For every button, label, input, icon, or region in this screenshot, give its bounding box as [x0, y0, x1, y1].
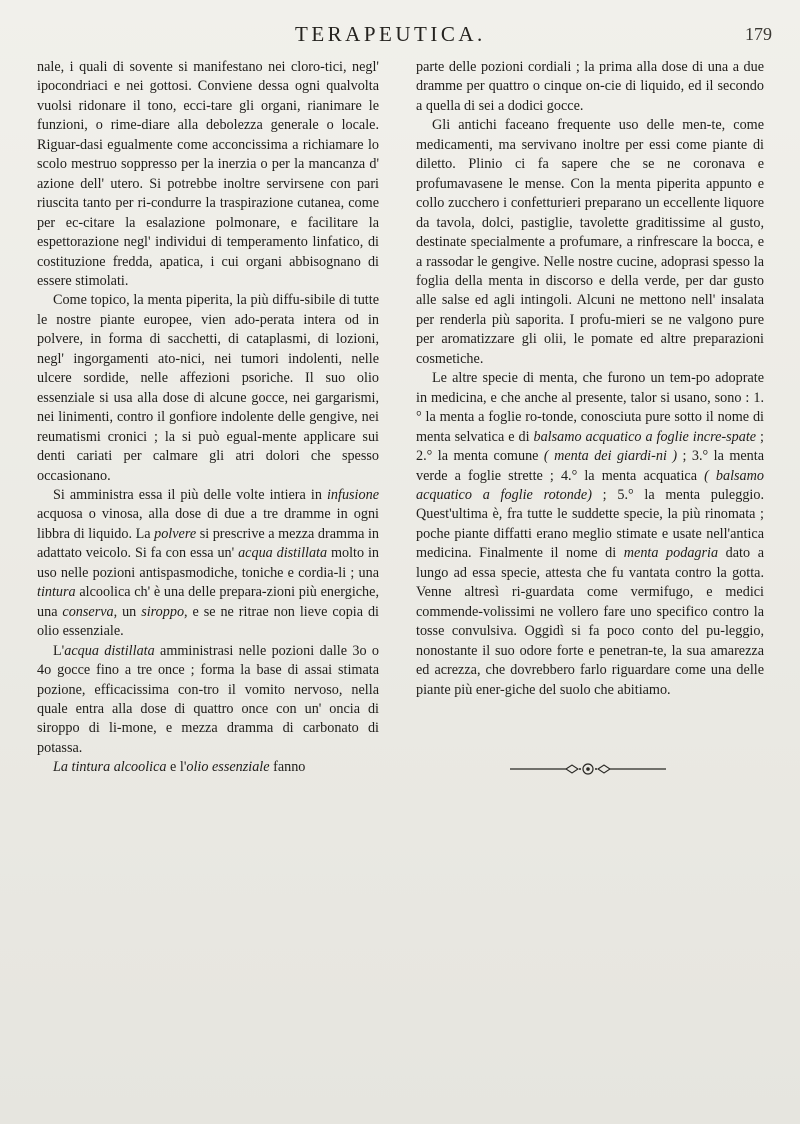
- text-run: acquosa o vinosa, alla dose di due a tre dramme in ogni libbra di liquido. La: [37, 506, 379, 542]
- running-head: [0, 22, 800, 52]
- paragraph: [37, 758, 379, 777]
- italic-term: acqua distillata: [238, 545, 328, 562]
- text-run: , e se ne ritrae non lieve copia di olio essenziale.: [37, 603, 379, 640]
- text-run: Si amministra essa il più delle volte intiera in: [53, 486, 327, 503]
- paragraph: parte delle pozioni cordiali ; la prima alla dose di una a due dramme per quattro o cinque on-cie di liquido, ed il secondo a quella di sei a dodici gocce.: [416, 59, 764, 114]
- text-run: ; 3.° la menta verde a foglie strette ; 4.° la menta acquatica: [416, 448, 764, 484]
- paragraph: Gli antichi faceano frequente uso delle men-te, come medicamenti, ma servivano inoltre per essi come piante di diletto. Plinio ci fa sapere che se ne coronava e profumavasene le mense. Con la menta piperita appunto e collo zucchero i confetturieri preparano un eccellente liquore da tavola, dolci, pastiglie, tavolette graditissime al gusto, destinate specialmente a profumare, a rinfrescare la bocca, e a rassodar le gengive. Nelle nostre cucine, adoprasi spesso la foglia della menta in discorso e della verde, per dar gusto alle salse ed agli intingoli. Alcuni ne mettono nell' insalata per renderla più saporita. I profu-mieri se ne valgono pure per aromatizzare gli olii, le pomate ed altre preparazioni cosmetiche.: [416, 117, 764, 367]
- text-run: , un: [113, 603, 142, 620]
- italic-term: ( menta dei giardi-ni ): [543, 448, 678, 465]
- paragraph: [416, 369, 764, 700]
- italic-term: olio essenziale: [186, 759, 270, 776]
- text-run: si prescrive a mezza dramma in adattato veicolo. Si fa con essa un': [37, 525, 380, 562]
- text-run: ; 5.° la menta puleggio. Quest'ultima è, fra tutte le suddette specie, la più rinomata ; poche piante diffatti erano meglio stimate e usate nell'antica medicina. Finalmente il nome di: [416, 486, 764, 562]
- text-run: alcoolica ch' è una delle prepara-zioni più energiche, una: [37, 584, 379, 620]
- paragraph: [37, 486, 379, 642]
- text-run: dato a lungo ad essa specie, attesta che fu vantata contro la gotta. Venne altresì ri-guardata come vermifugo, e medici commende-volissimi ne vollero fare uno specifico contro la tosse convulsiva. Oggidì si fa poco conto del pu-leggio, nonostante il suo odore forte e penetran-te, la sua amarezza ed acrezza, che dovrebbero farlo riguardare come una delle piante più ener-giche del suolo che abitiamo.: [416, 545, 764, 698]
- italic-term: balsamo acquatico a foglie incre-spate: [533, 428, 757, 445]
- text-run: e l': [166, 759, 187, 776]
- italic-term: infusione: [326, 486, 379, 503]
- italic-term: La tintura alcoolica: [53, 759, 167, 776]
- text-run: fanno: [269, 759, 306, 776]
- italic-term: conserva: [62, 603, 114, 620]
- italic-term: tintura: [37, 584, 76, 601]
- text-run: amministrasi nelle pozioni dalle 3o o 4o gocce fino a tre once ; forma la base di assai stimata pozione, efficacissima con-tro il vomito nervoso, nella quale entra alla dose di quattro once con un' oncia di siroppo di li-mone, e mezza dramma di carbonato di potassa.: [37, 642, 379, 756]
- paragraph: [37, 642, 379, 759]
- text-run: Le altre specie di menta, che furono un tem-po adoprate in medicina, e che anche al presente, talor si usano, sono : 1.° la menta a foglie ro-tonde, conosciuta pure sotto il nome di menta selvatica e di: [416, 370, 764, 445]
- italic-term: ( balsamo acquatico a foglie rotonde): [416, 467, 764, 503]
- page-number: 179: [745, 24, 772, 44]
- paragraph: nale, i quali di sovente si manifestano nei cloro-tici, negl' ipocondriaci e nei gottosi. Conviene dessa ogni qualvolta vuolsi ridonare il tono, ecci-tare gli organi, rianimare le funzioni, o rime-diare alla debolezza generale o locale. Riguar-dasi egualmente come acconcissima a richiamare lo scolo mestruo soppresso per la inerzia o per la mancanza d' azione dell' utero. Si potrebbe inoltre servirsene con pari riuscita tanto per ri-condurre la traspirazione cutanea, come per ec-citare la esalazione polmonare, e facilitare la espettorazione negl' individui di temperamento linfatico, di costituzione fredda, apatica, i cui organi abbisognano di essere stimolati.: [37, 59, 379, 289]
- italic-term: menta podagria: [623, 545, 719, 562]
- text-run: L': [53, 642, 65, 659]
- right-column: [416, 58, 764, 700]
- italic-term: polvere: [154, 525, 197, 542]
- text-run: ; 2.° la menta comune: [416, 428, 764, 465]
- text-run: molto in uso nelle pozioni antispasmodiche, toniche e cordia-li ; una: [37, 545, 379, 581]
- running-title: TERAPEUTICA.: [295, 22, 486, 46]
- paragraph: Come topico, la menta piperita, la più diffu-sibile di tutte le nostre piante europee, vien ado-perata intera od in polvere, in forma di sacchetti, di cataplasmi, di lozioni, negl' ingorgamenti ato-nici, nei tumori indolenti, nelle ulcere sordide, nelle affezioni psoriche. Il suo olio essenziale si usa alla dose di alcune gocce, nei gargarismi, nei linimenti, contro il gonfiore indolente delle gengive, nei reumatismi cronici ; la si può egual-mente applicare sui denti cariati per calmare gli atri dolori che spesso occasionano.: [37, 292, 379, 484]
- left-column: [37, 58, 379, 778]
- italic-term: acqua distillata: [64, 642, 155, 659]
- italic-term: siroppo: [141, 603, 185, 620]
- decorative-rule-icon: [508, 762, 668, 776]
